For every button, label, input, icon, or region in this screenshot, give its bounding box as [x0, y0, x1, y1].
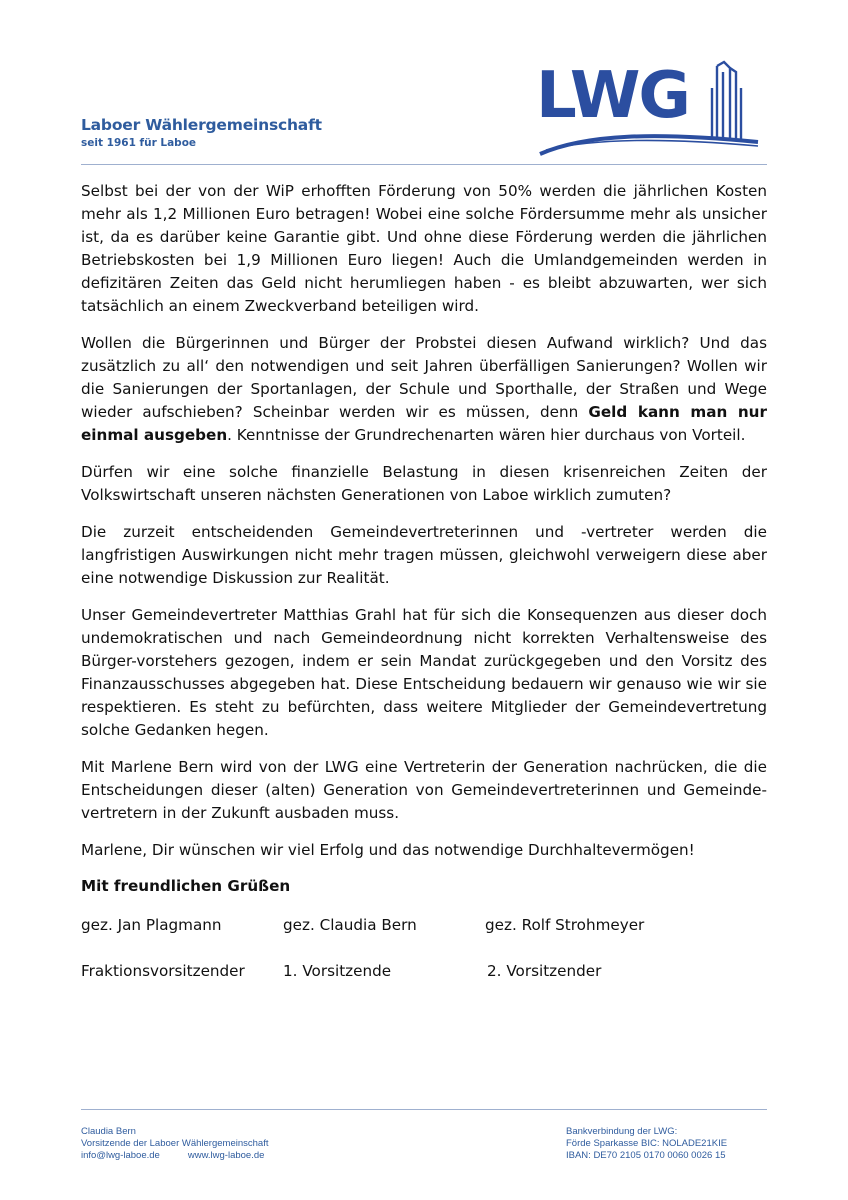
footer-bank-iban: IBAN: DE70 2105 0170 0060 0026 15: [566, 1150, 726, 1161]
lighthouse-wave-graphic: [536, 58, 764, 160]
paragraph: Marlene, Dir wünschen wir viel Erfolg und das notwendige Durchhaltevermögen!: [81, 841, 695, 859]
footer-contact-links: [81, 1150, 268, 1162]
signer-name: gez. Jan Plagmann: [81, 916, 222, 934]
paragraph: Dürfen wir eine solche finanzielle Belastung in diesen krisenreichen Zeiten der Volkswirtschaft unseren nächsten Generationen von Laboe wirklich zumuten?: [81, 463, 767, 504]
website-link[interactable]: www.lwg-laboe.de: [187, 1150, 265, 1161]
paragraph: Mit Marlene Bern wird von der LWG eine Vertreterin der Generation nachrücken, die die Entscheidungen dieser (alten) Generation von Gemeindevertreterinnen und Gemeinde-vertretern in der Zukunft ausbaden muss.: [81, 758, 767, 822]
letterhead: [81, 116, 322, 149]
email-link[interactable]: info@lwg-laboe.de: [81, 1150, 160, 1161]
footer-bank-bic: Förde Sparkasse BIC: NOLADE21KIE: [566, 1138, 728, 1149]
logo-text: LWG: [536, 59, 689, 133]
footer-bank: [566, 1126, 727, 1162]
signer-name: gez. Rolf Strohmeyer: [485, 916, 645, 934]
footer-contact-name: Claudia Bern: [81, 1126, 136, 1137]
footer-contact: [81, 1126, 268, 1162]
emphasis-text: Geld kann man nur einmal ausgeben: [81, 403, 767, 444]
organization-subtitle: seit 1961 für Laboe: [81, 137, 197, 149]
paragraph: Selbst bei der von der WiP erhofften Förderung von 50% werden die jährlichen Kosten mehr als 1,2 Millionen Euro betragen! Wobei eine solche Fördersumme mehr als unsicher ist, da es darüber keine Garantie gibt. Und ohne diese Förderung werden die jährlichen Betriebskosten bei 1,9 Millionen Euro liegen! Auch die Umlandgemeinden werden in defizitären Zeiten das Geld nicht herumliegen haben - es bleibt abzuwarten, wer sich tatsächlich an einem Zweckverband beteiligen wird.: [81, 182, 767, 315]
signer-role: Fraktionsvorsitzender: [81, 962, 245, 980]
footer-divider: [81, 1109, 767, 1110]
closing-salutation: Mit freundlichen Grüßen: [81, 877, 291, 895]
signer-role: 1. Vorsitzende: [283, 962, 392, 980]
footer-bank-title: Bankverbindung der LWG:: [566, 1126, 678, 1137]
lwg-logo: [536, 58, 764, 160]
signer-name: gez. Claudia Bern: [283, 916, 417, 934]
paragraph: Unser Gemeindevertreter Matthias Grahl hat für sich die Konsequenzen aus dieser doch undemokratischen und nach Gemeindeordnung nicht korrekten Verhaltensweise des Bürger-vorstehers gezogen, indem er sein Mandat zurückgegeben und den Vorsitz des Finanzausschusses abgegeben hat. Diese Entscheidung bedauern wir genauso wie wir sie respektieren. Es steht zu befürchten, dass weitere Mitglieder der Gemeindevertretung solche Gedanken hegen.: [81, 606, 767, 739]
paragraph: Wollen die Bürgerinnen und Bürger der Probstei diesen Aufwand wirklich? Und das zusätzlich zu all‘ den notwendigen und seit Jahren überfälligen Sanierungen? Wollen wir die Sanierungen der Sportanlagen, der Schule und Sporthalle, der Straßen und Wege wieder aufschieben? Scheinbar werden wir es müssen, denn Geld kann man nur einmal ausgeben. Kenntnisse der Grundrechenarten wären hier durchaus von Vorteil.: [81, 334, 767, 444]
organization-name: Laboer Wählergemeinschaft: [81, 116, 322, 134]
signer-role: 2. Vorsitzender: [487, 962, 602, 980]
letter-body: [81, 180, 767, 876]
paragraph: Die zurzeit entscheidenden Gemeindevertreterinnen und -vertreter werden die langfristigen Auswirkungen nicht mehr tragen müssen, gleichwohl verweigern diese aber eine notwendige Diskussion zur Realität.: [81, 523, 767, 587]
header-divider: [81, 164, 767, 165]
footer-contact-title: Vorsitzende der Laboer Wählergemeinschaft: [81, 1138, 269, 1149]
